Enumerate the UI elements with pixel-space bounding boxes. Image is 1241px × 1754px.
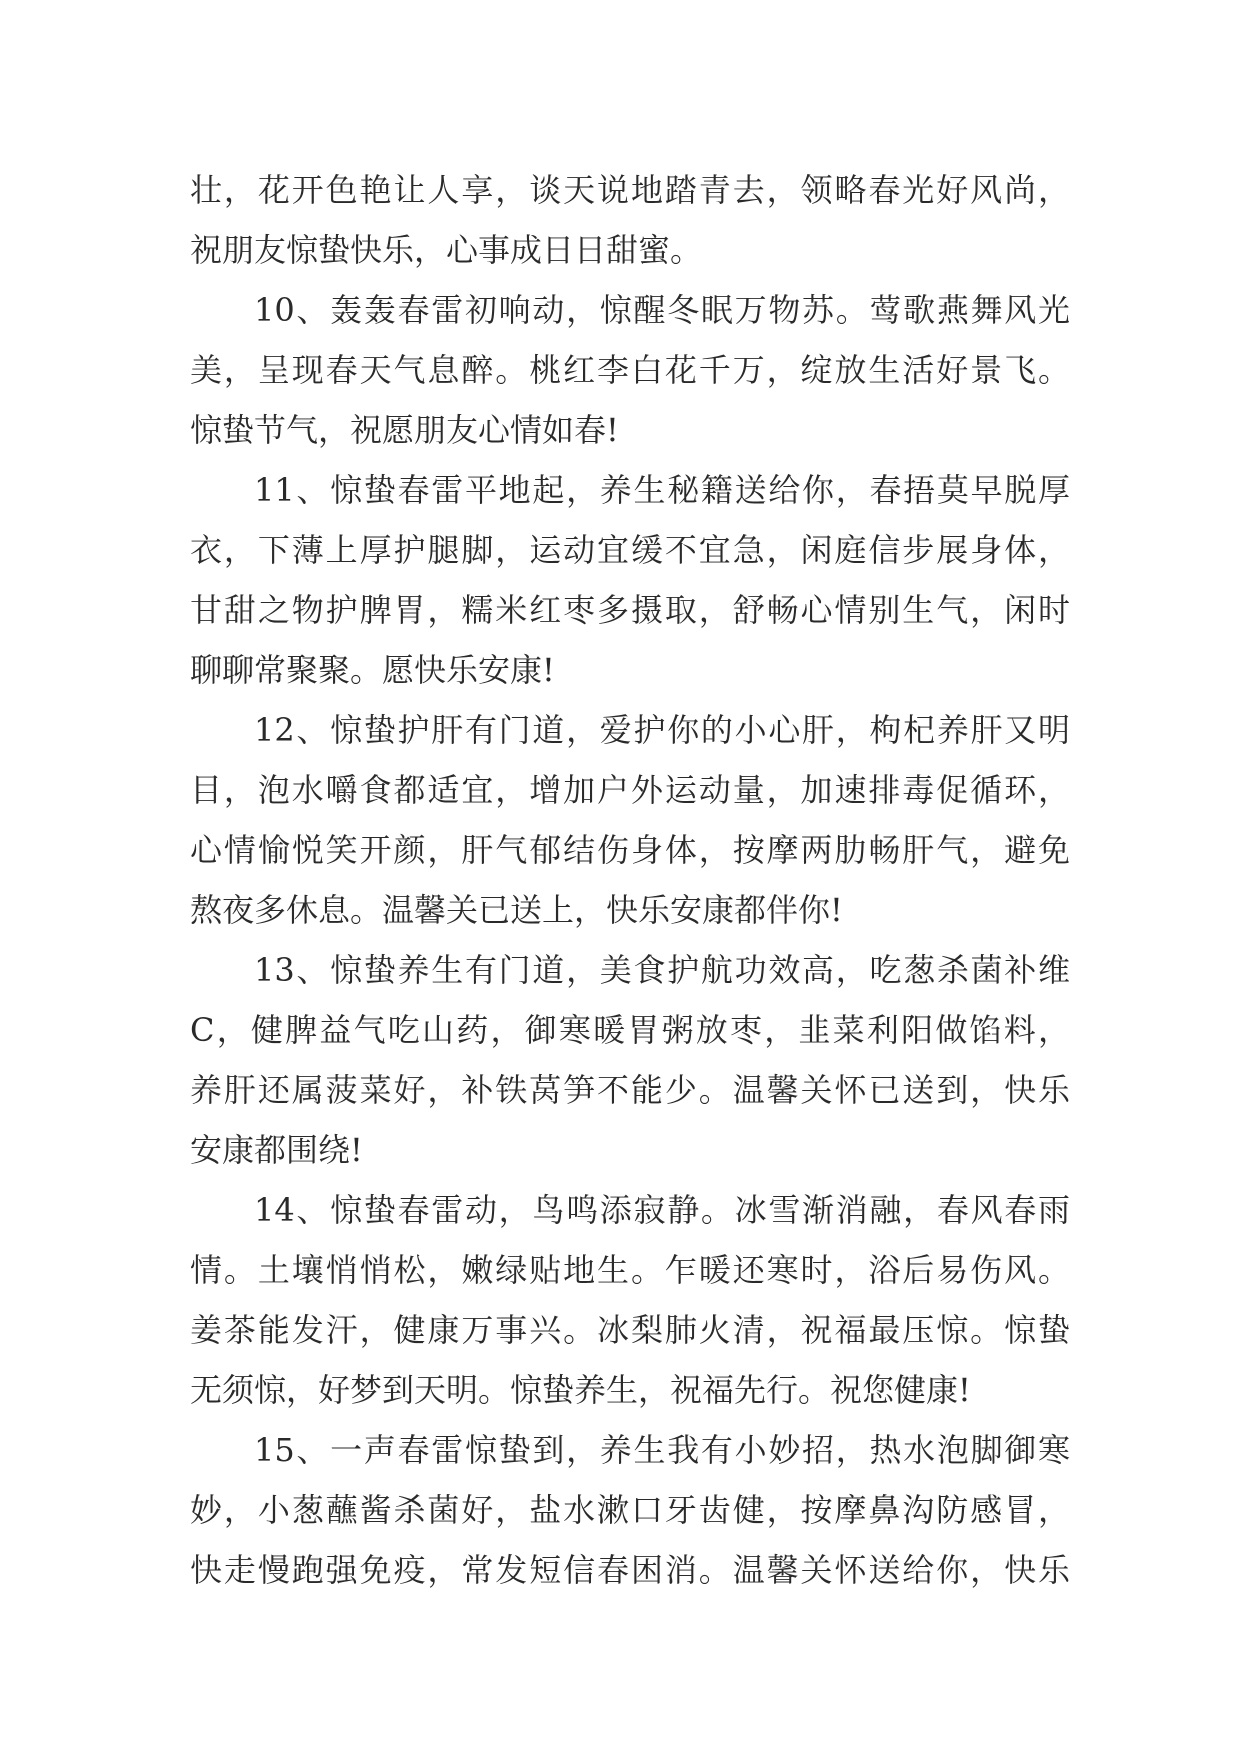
text-line: 10、轰轰春雷初响动，惊醒冬眠万物苏。莺歌燕舞风光 [254,291,1070,329]
text-line: 12、惊蛰护肝有门道，爱护你的小心肝，枸杞养肝又明 [254,711,1070,749]
text-line: 11、惊蛰春雷平地起，养生秘籍送给你，春捂莫早脱厚 [254,471,1070,509]
text-line: 情。土壤悄悄松，嫩绿贴地生。乍暖还寒时，浴后易伤风。 [190,1251,1070,1289]
text-line: 美，呈现春天气息醉。桃红李白花千万，绽放生活好景飞。 [190,351,1070,389]
text-line: 壮，花开色艳让人享，谈天说地踏青去，领略春光好风尚， [190,171,1070,209]
text-line: 快走慢跑强免疫，常发短信春困消。温馨关怀送给你，快乐 [190,1551,1070,1589]
text-line: 熬夜多休息。温馨关已送上，快乐安康都伴你! [190,891,843,929]
text-line: 15、一声春雷惊蛰到，养生我有小妙招，热水泡脚御寒 [254,1431,1070,1469]
paragraph [190,460,1070,700]
text-line: 惊蛰节气，祝愿朋友心情如春! [190,411,619,449]
text-line: 安康都围绕! [190,1131,363,1169]
text-line: C，健脾益气吃山药，御寒暖胃粥放枣，韭菜利阳做馅料， [190,1011,1070,1049]
paragraph [190,280,1070,460]
text-line: 心情愉悦笑开颜，肝气郁结伤身体，按摩两肋畅肝气，避免 [190,831,1070,869]
text-line: 姜茶能发汗，健康万事兴。冰梨肺火清，祝福最压惊。惊蛰 [190,1311,1070,1349]
text-line: 13、惊蛰养生有门道，美食护航功效高，吃葱杀菌补维 [254,951,1070,989]
text-line: 衣，下薄上厚护腿脚，运动宜缓不宜急，闲庭信步展身体， [190,531,1070,569]
paragraph [190,1420,1070,1600]
paragraph [190,1180,1070,1420]
text-line: 无须惊，好梦到天明。惊蛰养生，祝福先行。祝您健康! [190,1371,971,1409]
text-line: 妙，小葱蘸酱杀菌好，盐水漱口牙齿健，按摩鼻沟防感冒， [190,1491,1070,1529]
paragraph [190,700,1070,940]
text-line: 祝朋友惊蛰快乐，心事成日日甜蜜。 [190,231,703,269]
text-line: 14、惊蛰春雷动，鸟鸣添寂静。冰雪渐消融，春风春雨 [254,1191,1070,1229]
paragraph [190,940,1070,1180]
paragraph [190,160,1070,280]
text-line: 聊聊常聚聚。愿快乐安康! [190,651,555,689]
text-line: 甘甜之物护脾胃，糯米红枣多摄取，舒畅心情别生气，闲时 [190,591,1070,629]
document-body [190,160,1070,1600]
text-line: 目，泡水嚼食都适宜，增加户外运动量，加速排毒促循环， [190,771,1070,809]
text-line: 养肝还属菠菜好，补铁莴笋不能少。温馨关怀已送到，快乐 [190,1071,1070,1109]
